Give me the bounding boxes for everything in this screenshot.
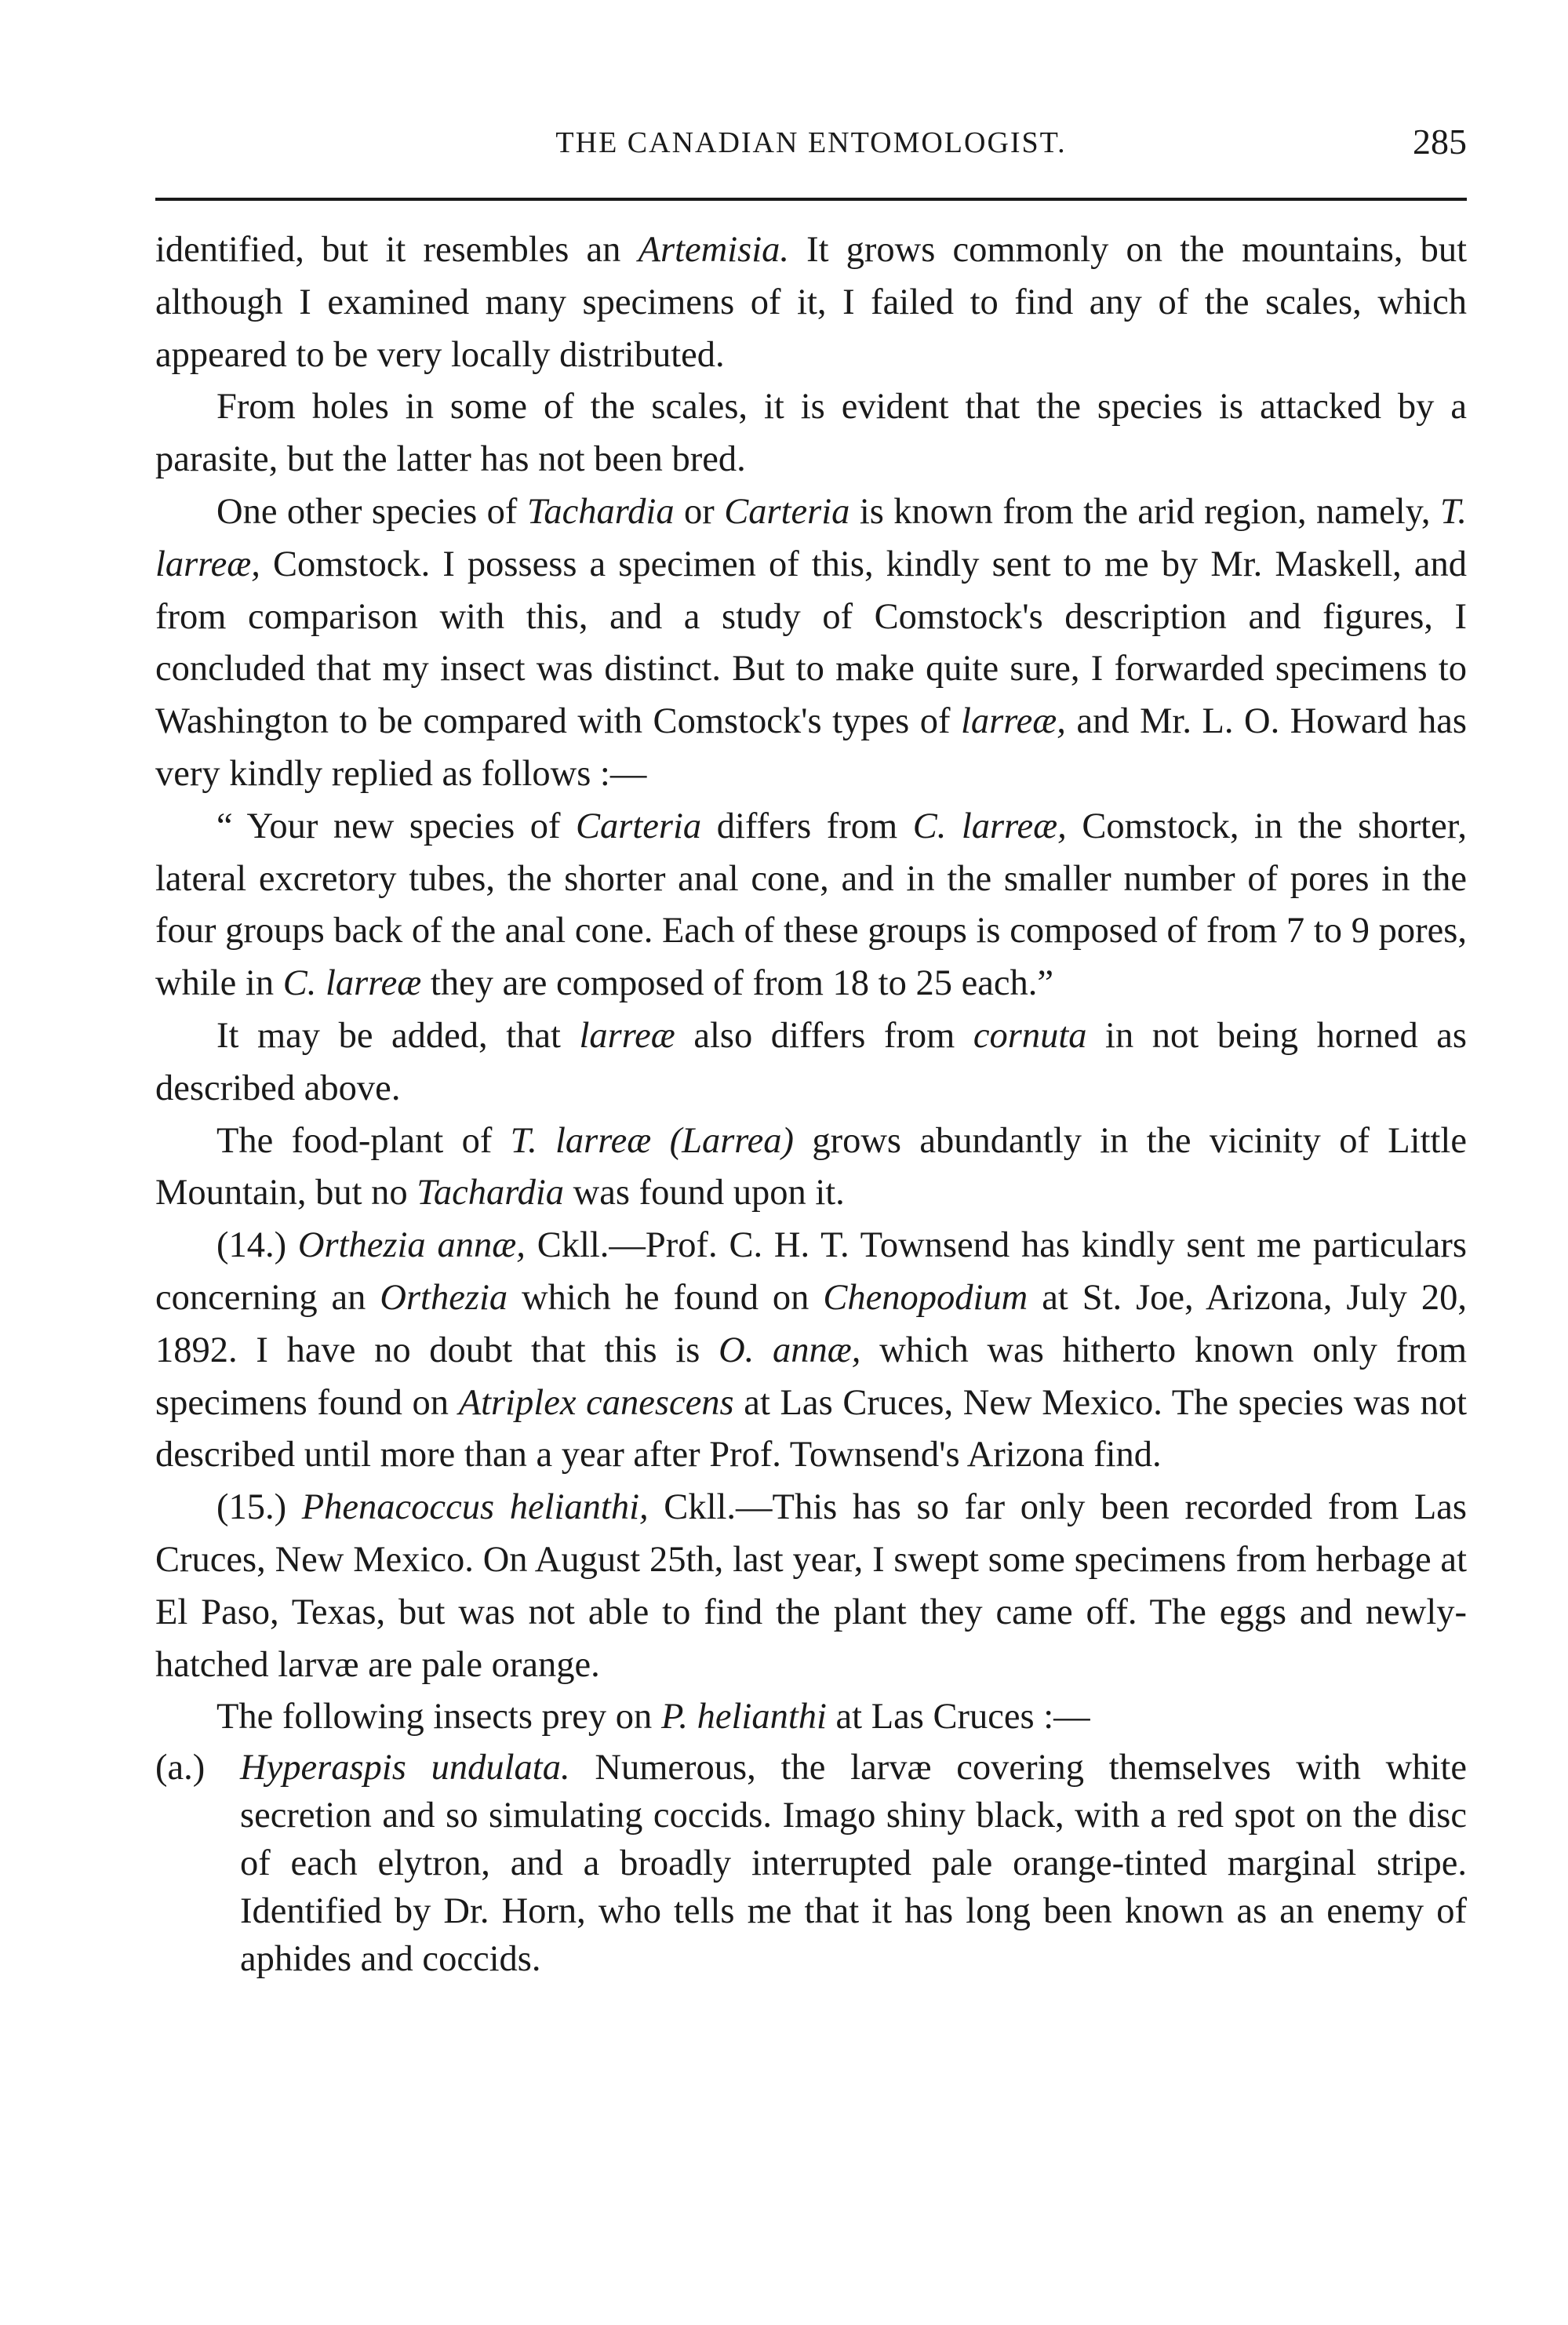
paragraph xyxy=(155,224,1467,381)
text-run: Ckll.—Prof. C. H. T. Townsend has kindly sent me particulars concerning an xyxy=(155,1225,1467,1318)
text-run: It grows commonly on the mountains, but although I examined many specimens of it, I failed to find any of the scales, which appeared to be very locally distributed. xyxy=(155,230,1467,375)
paragraph xyxy=(155,486,1467,801)
text-run: The following insects prey on xyxy=(216,1697,661,1737)
paragraph xyxy=(155,1482,1467,1691)
text-run: Numerous, the larvæ covering themselves with white secretion and so simulating coccids. Imago shiny black, with a red spot on the disc of each elytron, and a broadly interrupted pale orange-tinted marginal stripe. Identified by Dr. Horn, who tells me that it has long been known as an enemy of aphides and coccids. xyxy=(240,1748,1467,1980)
text-run: was found upon it. xyxy=(564,1173,845,1213)
italic-text: cornuta xyxy=(973,1015,1087,1056)
paragraph xyxy=(155,1115,1467,1221)
italic-text: Hyperaspis undulata. xyxy=(240,1748,570,1788)
italic-text: larreæ, xyxy=(961,701,1066,742)
italic-text: C. larreæ xyxy=(282,963,422,1004)
text-run: The food-plant of xyxy=(216,1120,511,1161)
paragraph xyxy=(155,801,1467,1010)
list-item xyxy=(155,1744,1467,1983)
italic-text: Phenacoccus helianthi, xyxy=(301,1487,649,1528)
text-run: grows abundantly in the vicinity of Little Mountain, but no xyxy=(155,1120,1467,1213)
text-run: Comstock. I possess a specimen of this, kindly sent to me by Mr. Maskell, and from comparison with this, and a study of Comstock's description and figures, I concluded that my insect was distinct. But to make quite sure, I forwarded specimens to Washington to be compared with Comstock's types of xyxy=(155,544,1467,742)
paragraph xyxy=(155,1220,1467,1482)
italic-text: Orthezia annæ, xyxy=(297,1225,526,1266)
text-run: at St. Joe, Arizona, July 20, 1892. I have no doubt that this is xyxy=(155,1277,1467,1370)
italic-text: T. larreæ (Larrea) xyxy=(510,1120,795,1161)
text-run: is known from the arid region, namely, xyxy=(849,491,1440,532)
italic-text: Tachardia xyxy=(417,1173,565,1213)
text-run: or xyxy=(674,491,725,532)
text-run: Ckll.—This has so far only been recorded from Las Cruces, New Mexico. On August 25th, last year, I swept some specimens from herbage at El Paso, Texas, but was not able to find the plant they came off. The eggs and newly-hatched larvæ are pale orange. xyxy=(155,1487,1467,1685)
text-run: which was hitherto known only from specimens found on xyxy=(155,1330,1467,1423)
text-run: at Las Cruces :— xyxy=(826,1697,1090,1737)
text-run: also differs from xyxy=(675,1015,973,1056)
text-run: differs from xyxy=(701,806,913,846)
paragraph xyxy=(155,381,1467,486)
text-run: at Las Cruces, New Mexico. The species was not described until more than a year after Prof. Townsend's Arizona find. xyxy=(155,1382,1467,1475)
italic-text: Orthezia xyxy=(380,1277,508,1318)
italic-text: T. larreæ, xyxy=(155,491,1467,584)
text-run: One other species of xyxy=(216,491,527,532)
text-run: “ Your new species of xyxy=(216,806,576,846)
italic-text: C. larreæ, xyxy=(912,806,1067,846)
italic-text: O. annæ, xyxy=(719,1330,861,1370)
text-run: (15.) xyxy=(216,1487,302,1528)
paragraph xyxy=(155,1691,1467,1744)
italic-text: Carteria xyxy=(724,491,850,532)
list-marker: (a.) xyxy=(155,1748,206,1788)
text-run: identified, but it resembles an xyxy=(155,230,638,270)
italic-text: Atriplex canescens xyxy=(458,1382,734,1423)
page-header xyxy=(155,122,1467,173)
running-title: THE CANADIAN ENTOMOLOGIST. xyxy=(555,126,1067,159)
italic-text: Tachardia xyxy=(526,491,675,532)
italic-text: Chenopodium xyxy=(823,1277,1028,1318)
text-run: Comstock, in the shorter, lateral excretory tubes, the shorter anal cone, and in the smaller number of pores in the four groups back of the anal cone. Each of these groups is composed of from 7 to 9 pores, while in xyxy=(155,806,1467,1004)
text-run: It may be added, that xyxy=(216,1015,580,1056)
text-run: they are composed of from 18 to 25 each.” xyxy=(421,963,1054,1004)
body-text xyxy=(155,224,1467,1983)
italic-text: Artemisia. xyxy=(638,230,790,270)
text-run: in not being horned as described above. xyxy=(155,1015,1468,1108)
header-rule xyxy=(155,198,1467,201)
page-number: 285 xyxy=(1413,122,1467,162)
italic-text: Carteria xyxy=(575,806,702,846)
paragraph xyxy=(155,1010,1467,1115)
text-run: From holes in some of the scales, it is evident that the species is attacked by a parasite, but the latter has not been bred. xyxy=(155,387,1467,480)
text-run: and Mr. L. O. Howard has very kindly replied as follows :— xyxy=(155,701,1467,794)
italic-text: larreæ xyxy=(579,1015,675,1056)
text-run: (14.) xyxy=(216,1225,298,1266)
italic-text: P. helianthi xyxy=(660,1697,827,1737)
text-run: which he found on xyxy=(508,1277,824,1318)
